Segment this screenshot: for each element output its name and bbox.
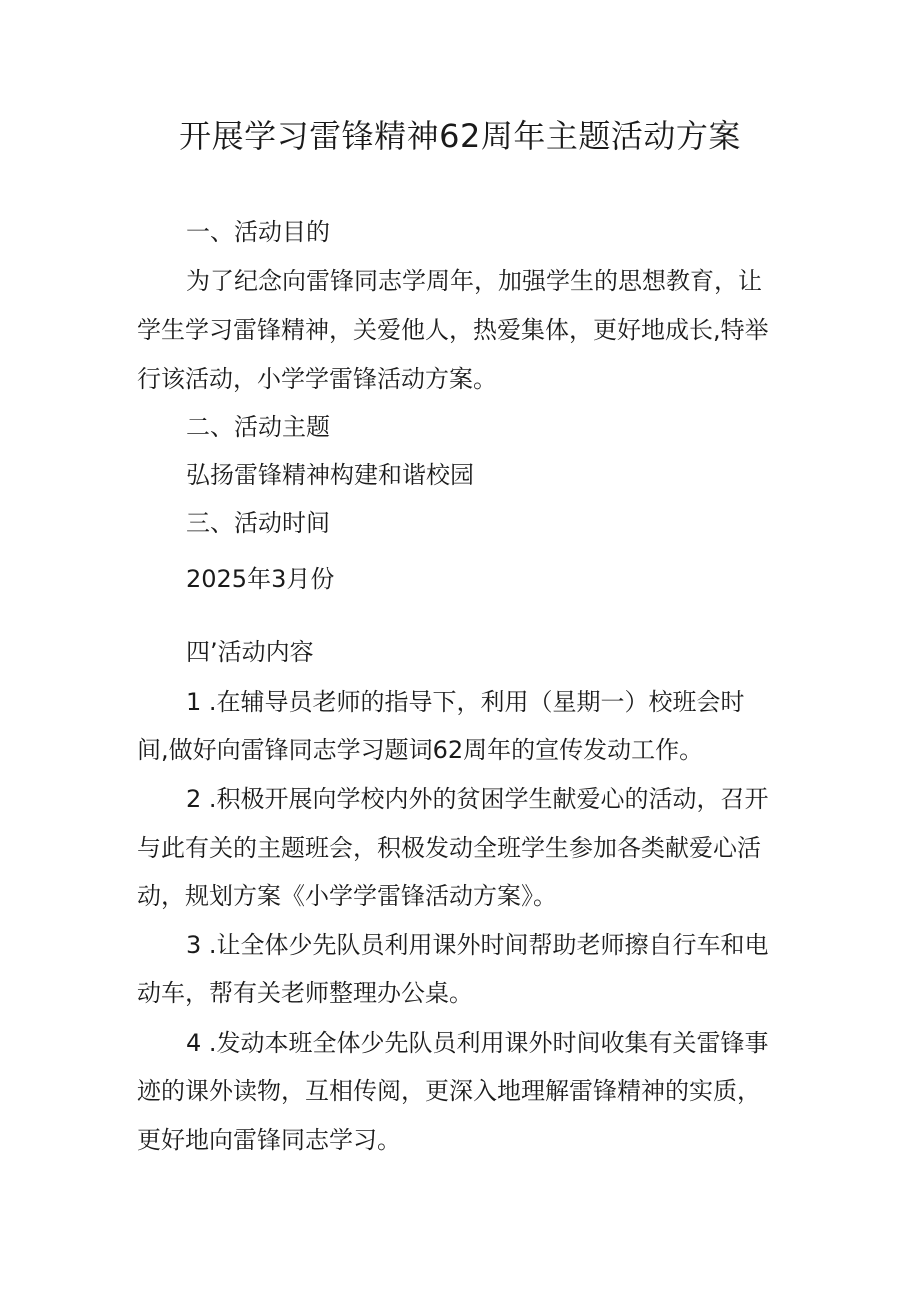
list-item-line: 迹的课外读物，互相传阅，更深入地理解雷锋精神的实质， [137, 1077, 761, 1105]
list-item-line: 间,做好向雷锋同志学习题词62周年的宣传发动工作。 [137, 736, 704, 764]
section-heading-time: 三、活动时间 [186, 509, 330, 537]
list-item-line: 动，规划方案《小学学雷锋活动方案》。 [137, 882, 557, 910]
time-text: 2025年3月份 [186, 565, 335, 593]
document-title: 开展学习雷锋精神62周年主题活动方案 [179, 117, 741, 155]
paragraph-line: 行该活动，小学学雷锋活动方案。 [137, 365, 497, 393]
list-item-line: 1 .在辅导员老师的指导下，利用（星期一）校班会时 [186, 688, 745, 716]
section-heading-theme: 二、活动主题 [186, 413, 330, 441]
theme-text: 弘扬雷锋精神构建和谐校园 [186, 461, 474, 489]
paragraph-line: 学生学习雷锋精神，关爱他人，热爱集体，更好地成长,特举 [137, 316, 769, 344]
section-heading-purpose: 一、活动目的 [186, 218, 330, 246]
paragraph-line: 为了纪念向雷锋同志学周年，加强学生的思想教育，让 [186, 267, 762, 295]
list-item-line: 2 .积极开展向学校内外的贫困学生献爱心的活动，召开 [186, 785, 769, 813]
list-item-line: 动车，帮有关老师整理办公桌。 [137, 979, 473, 1007]
list-item-line: 3 .让全体少先队员利用课外时间帮助老师擦自行车和电 [186, 931, 769, 959]
list-item-line: 更好地向雷锋同志学习。 [137, 1126, 401, 1154]
list-item-line: 与此有关的主题班会，积极发动全班学生参加各类献爱心活 [137, 834, 761, 862]
section-heading-content: 四’活动内容 [186, 638, 314, 666]
list-item-line: 4 .发动本班全体少先队员利用课外时间收集有关雷锋事 [186, 1029, 769, 1057]
